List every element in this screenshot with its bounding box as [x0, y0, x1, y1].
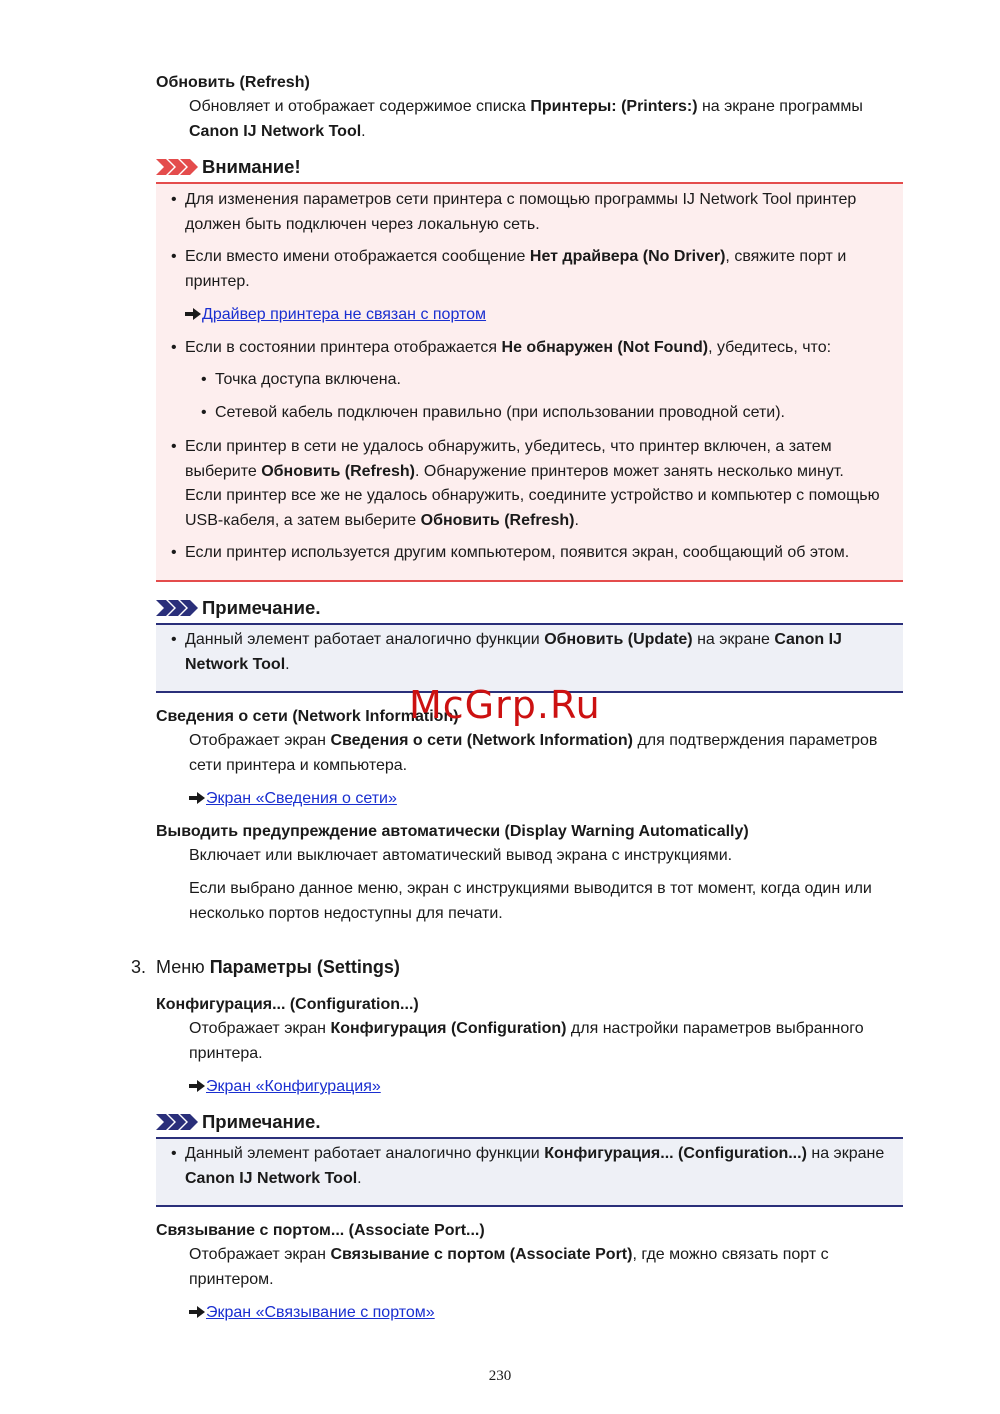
- arrow-right-icon: [189, 792, 205, 804]
- page-number: 230: [488, 1368, 512, 1384]
- config-screen-link[interactable]: Экран «Конфигурация»: [206, 1078, 381, 1095]
- assoc-heading: Связывание с портом... (Associate Port...): [156, 1222, 485, 1239]
- assoc-screen-link[interactable]: Экран «Связывание с портом»: [206, 1304, 435, 1321]
- netinfo-heading: Сведения о сети (Network Information): [156, 708, 459, 725]
- note2-title: Примечание.: [156, 1110, 321, 1134]
- netinfo-link-row: [189, 787, 397, 812]
- attention-bullet-3: • Если в состоянии принтера отображается Не обнаружен (Not Found), убедитесь, что:: [171, 339, 832, 356]
- assoc-description: Отображает экран Связывание с портом (Associate Port), где можно связать порт с принтером.: [189, 1246, 829, 1288]
- config-heading: Конфигурация... (Configuration...): [156, 996, 419, 1013]
- warning-heading: Выводить предупреждение автоматически (Display Warning Automatically): [156, 823, 749, 840]
- driver-link-row: [185, 303, 486, 328]
- config-link-row: [189, 1075, 381, 1100]
- note-chevrons-icon: [156, 1114, 198, 1130]
- attention-chevrons-icon: [156, 159, 198, 175]
- warning-paragraph-2: Если выбрано данное меню, экран с инструкциями выводится в тот момент, когда один или несколько портов недоступны для печати.: [189, 880, 872, 922]
- driver-not-associated-link[interactable]: Драйвер принтера не связан с портом: [202, 306, 487, 323]
- refresh-heading: Обновить (Refresh): [156, 74, 310, 91]
- note1-title: Примечание.: [156, 596, 321, 620]
- assoc-link-row: [189, 1301, 435, 1326]
- arrow-right-icon: [189, 1080, 205, 1092]
- attention-title: Внимание!: [156, 155, 301, 179]
- attention-subbullet-2: • Сетевой кабель подключен правильно (при использовании проводной сети).: [201, 404, 785, 421]
- note1-bullet: • Данный элемент работает аналогично функции Обновить (Update) на экране Canon IJ Network Tool.: [171, 631, 842, 673]
- warning-paragraph-1: Включает или выключает автоматический вывод экрана с инструкциями.: [189, 847, 733, 864]
- menu-3-heading: 3. Меню Параметры (Settings): [131, 957, 400, 977]
- refresh-description: Обновляет и отображает содержимое списка Принтеры: (Printers:) на экране программы Canon IJ Network Tool.: [189, 98, 863, 140]
- netinfo-description: Отображает экран Сведения о сети (Network Information) для подтверждения параметров сети принтера и компьютера.: [189, 732, 878, 774]
- attention-bullet-5: • Если принтер используется другим компьютером, появится экран, сообщающий об этом.: [171, 544, 850, 561]
- watermark: McGrp.Ru: [409, 683, 601, 727]
- arrow-right-icon: [185, 308, 201, 320]
- attention-subbullet-1: • Точка доступа включена.: [201, 371, 401, 388]
- config-description: Отображает экран Конфигурация (Configuration) для настройки параметров выбранного принтера.: [189, 1020, 864, 1062]
- arrow-right-icon: [189, 1306, 205, 1318]
- attention-bullet-1: • Для изменения параметров сети принтера с помощью программы IJ Network Tool принтер должен быть подключен через локальную сеть.: [171, 191, 857, 233]
- attention-bullet-4: • Если принтер в сети не удалось обнаружить, убедитесь, что принтер включен, а затем выберите Обновить (Refresh). Обнаружение принтеров может занять несколько минут. Если принтер все же не удалось обнаружить, соедините устройство и компьютер с помощью USB-кабеля, а затем выберите Обновить (Refresh).: [171, 438, 880, 529]
- netinfo-screen-link[interactable]: Экран «Сведения о сети»: [206, 790, 397, 807]
- note2-bullet: • Данный элемент работает аналогично функции Конфигурация... (Configuration...) на экране Canon IJ Network Tool.: [171, 1145, 885, 1187]
- attention-bullet-2: • Если вместо имени отображается сообщение Нет драйвера (No Driver), свяжите порт и принтер.: [171, 248, 847, 290]
- note-chevrons-icon: [156, 600, 198, 616]
